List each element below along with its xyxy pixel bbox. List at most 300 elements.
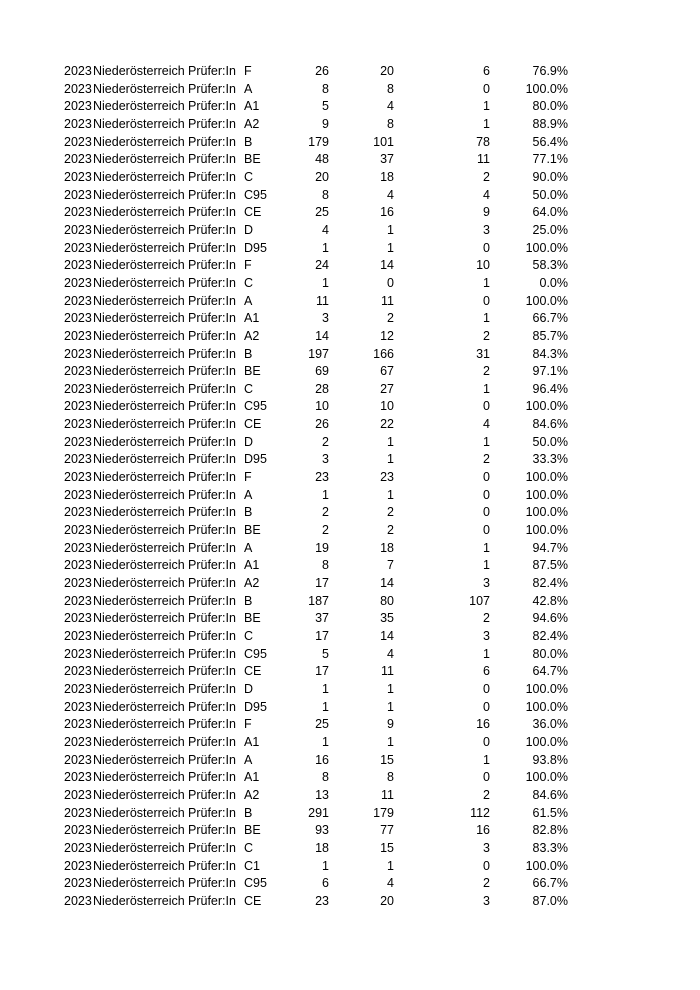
- pass-rate-cell: 82.4%: [532, 576, 568, 591]
- table-row: [0, 310, 700, 328]
- region-cell: Niederösterreich: [93, 452, 185, 467]
- table-row: [0, 646, 700, 664]
- year-cell: 2023: [64, 787, 92, 802]
- table-row: [0, 204, 700, 222]
- failed-count-cell: 0: [483, 487, 490, 502]
- year-cell: 2023: [64, 258, 92, 273]
- table-row: [0, 805, 700, 823]
- region-cell: Niederösterreich: [93, 381, 185, 396]
- role-cell: Prüfer:In: [188, 328, 236, 343]
- total-count-cell: 1: [322, 699, 329, 714]
- pass-rate-cell: 64.0%: [532, 205, 568, 220]
- year-cell: 2023: [64, 840, 92, 855]
- license-class-cell: C: [244, 275, 254, 290]
- total-count-cell: 1: [322, 681, 329, 696]
- pass-rate-cell: 80.0%: [532, 99, 568, 114]
- license-class-cell: F: [244, 258, 252, 273]
- table-row: [0, 451, 700, 469]
- failed-count-cell: 3: [483, 576, 490, 591]
- total-count-cell: 1: [322, 858, 329, 873]
- region-cell: Niederösterreich: [93, 328, 185, 343]
- passed-count-cell: 10: [380, 399, 394, 414]
- table-row: [0, 469, 700, 487]
- license-class-cell: A: [244, 540, 253, 555]
- pass-rate-cell: 100.0%: [525, 770, 568, 785]
- total-count-cell: 25: [315, 205, 329, 220]
- failed-count-cell: 1: [483, 558, 490, 573]
- region-cell: Niederösterreich: [93, 593, 185, 608]
- role-cell: Prüfer:In: [188, 576, 236, 591]
- pass-rate-cell: 90.0%: [532, 169, 568, 184]
- failed-count-cell: 1: [483, 116, 490, 131]
- table-row: [0, 293, 700, 311]
- role-cell: Prüfer:In: [188, 805, 236, 820]
- role-cell: Prüfer:In: [188, 717, 236, 732]
- role-cell: Prüfer:In: [188, 505, 236, 520]
- pass-rate-cell: 66.7%: [532, 311, 568, 326]
- passed-count-cell: 14: [380, 258, 394, 273]
- region-cell: Niederösterreich: [93, 770, 185, 785]
- year-cell: 2023: [64, 770, 92, 785]
- license-class-cell: D95: [244, 699, 267, 714]
- region-cell: Niederösterreich: [93, 752, 185, 767]
- year-cell: 2023: [64, 576, 92, 591]
- failed-count-cell: 16: [476, 823, 490, 838]
- total-count-cell: 8: [322, 187, 329, 202]
- region-cell: Niederösterreich: [93, 275, 185, 290]
- year-cell: 2023: [64, 823, 92, 838]
- pass-rate-cell: 100.0%: [525, 399, 568, 414]
- year-cell: 2023: [64, 222, 92, 237]
- pass-rate-cell: 50.0%: [532, 187, 568, 202]
- passed-count-cell: 1: [387, 858, 394, 873]
- license-class-cell: A1: [244, 311, 260, 326]
- failed-count-cell: 6: [483, 664, 490, 679]
- passed-count-cell: 1: [387, 452, 394, 467]
- year-cell: 2023: [64, 505, 92, 520]
- license-class-cell: C: [244, 381, 254, 396]
- pass-rate-cell: 42.8%: [532, 593, 568, 608]
- passed-count-cell: 14: [380, 629, 394, 643]
- failed-count-cell: 9: [483, 205, 490, 220]
- failed-count-cell: 1: [483, 434, 490, 449]
- failed-count-cell: 1: [483, 381, 490, 396]
- total-count-cell: 25: [315, 717, 329, 732]
- failed-count-cell: 0: [483, 681, 490, 696]
- role-cell: Prüfer:In: [188, 311, 236, 326]
- pass-rate-cell: 56.4%: [532, 134, 568, 149]
- table-row: [0, 593, 700, 611]
- table-row: [0, 63, 700, 81]
- pass-rate-cell: 96.4%: [532, 381, 568, 396]
- total-count-cell: 23: [315, 893, 329, 908]
- role-cell: Prüfer:In: [188, 611, 236, 626]
- region-cell: Niederösterreich: [93, 646, 185, 661]
- total-count-cell: 1: [322, 240, 329, 255]
- total-count-cell: 1: [322, 487, 329, 502]
- pass-rate-cell: 100.0%: [525, 487, 568, 502]
- pass-rate-cell: 77.1%: [532, 152, 568, 167]
- failed-count-cell: 4: [483, 417, 490, 432]
- region-cell: Niederösterreich: [93, 523, 185, 538]
- total-count-cell: 69: [315, 364, 329, 379]
- table-row: [0, 734, 700, 752]
- passed-count-cell: 179: [373, 805, 394, 820]
- role-cell: Prüfer:In: [188, 893, 236, 908]
- year-cell: 2023: [64, 64, 92, 78]
- failed-count-cell: 1: [483, 752, 490, 767]
- license-class-cell: C95: [244, 876, 267, 891]
- failed-count-cell: 3: [483, 840, 490, 855]
- failed-count-cell: 1: [483, 646, 490, 661]
- table-row: [0, 628, 700, 646]
- passed-count-cell: 9: [387, 717, 394, 732]
- region-cell: Niederösterreich: [93, 364, 185, 379]
- role-cell: Prüfer:In: [188, 275, 236, 290]
- table-row: [0, 893, 700, 911]
- total-count-cell: 2: [322, 434, 329, 449]
- pass-rate-cell: 80.0%: [532, 646, 568, 661]
- total-count-cell: 17: [315, 576, 329, 591]
- role-cell: Prüfer:In: [188, 770, 236, 785]
- license-class-cell: C: [244, 169, 254, 184]
- failed-count-cell: 1: [483, 99, 490, 114]
- total-count-cell: 16: [315, 752, 329, 767]
- total-count-cell: 2: [322, 523, 329, 538]
- role-cell: Prüfer:In: [188, 240, 236, 255]
- region-cell: Niederösterreich: [93, 434, 185, 449]
- license-class-cell: A2: [244, 328, 260, 343]
- passed-count-cell: 166: [373, 346, 394, 361]
- table-row: [0, 257, 700, 275]
- table-row: [0, 328, 700, 346]
- passed-count-cell: 20: [380, 64, 394, 78]
- pass-rate-cell: 50.0%: [532, 434, 568, 449]
- role-cell: Prüfer:In: [188, 434, 236, 449]
- total-count-cell: 37: [315, 611, 329, 626]
- total-count-cell: 17: [315, 664, 329, 679]
- license-class-cell: A: [244, 81, 253, 96]
- total-count-cell: 8: [322, 81, 329, 96]
- table-row: [0, 434, 700, 452]
- license-class-cell: D95: [244, 452, 267, 467]
- passed-count-cell: 4: [387, 876, 394, 891]
- total-count-cell: 5: [322, 646, 329, 661]
- pass-rate-cell: 100.0%: [525, 699, 568, 714]
- pass-rate-cell: 100.0%: [525, 240, 568, 255]
- region-cell: Niederösterreich: [93, 805, 185, 820]
- failed-count-cell: 2: [483, 611, 490, 626]
- region-cell: Niederösterreich: [93, 717, 185, 732]
- region-cell: Niederösterreich: [93, 205, 185, 220]
- passed-count-cell: 2: [387, 505, 394, 520]
- year-cell: 2023: [64, 629, 92, 643]
- table-row: [0, 81, 700, 99]
- passed-count-cell: 1: [387, 681, 394, 696]
- total-count-cell: 10: [315, 399, 329, 414]
- table-row: [0, 769, 700, 787]
- total-count-cell: 93: [315, 823, 329, 838]
- region-cell: Niederösterreich: [93, 576, 185, 591]
- pass-rate-cell: 88.9%: [532, 116, 568, 131]
- pass-rate-cell: 84.3%: [532, 346, 568, 361]
- table-row: [0, 504, 700, 522]
- passed-count-cell: 20: [380, 893, 394, 908]
- passed-count-cell: 18: [380, 540, 394, 555]
- total-count-cell: 14: [315, 328, 329, 343]
- license-class-cell: C95: [244, 187, 267, 202]
- region-cell: Niederösterreich: [93, 540, 185, 555]
- passed-count-cell: 11: [381, 664, 394, 679]
- table-row: [0, 822, 700, 840]
- region-cell: Niederösterreich: [93, 823, 185, 838]
- failed-count-cell: 3: [483, 893, 490, 908]
- passed-count-cell: 77: [380, 823, 394, 838]
- year-cell: 2023: [64, 434, 92, 449]
- license-class-cell: A1: [244, 558, 260, 573]
- table-row: [0, 540, 700, 558]
- total-count-cell: 1: [322, 734, 329, 749]
- region-cell: Niederösterreich: [93, 346, 185, 361]
- passed-count-cell: 7: [387, 558, 394, 573]
- role-cell: Prüfer:In: [188, 540, 236, 555]
- year-cell: 2023: [64, 205, 92, 220]
- passed-count-cell: 1: [387, 222, 394, 237]
- license-class-cell: BE: [244, 364, 261, 379]
- role-cell: Prüfer:In: [188, 81, 236, 96]
- region-cell: Niederösterreich: [93, 699, 185, 714]
- year-cell: 2023: [64, 452, 92, 467]
- year-cell: 2023: [64, 187, 92, 202]
- role-cell: Prüfer:In: [188, 99, 236, 114]
- role-cell: Prüfer:In: [188, 346, 236, 361]
- pass-rate-cell: 82.8%: [532, 823, 568, 838]
- failed-count-cell: 2: [483, 364, 490, 379]
- region-cell: Niederösterreich: [93, 487, 185, 502]
- failed-count-cell: 0: [483, 293, 490, 308]
- role-cell: Prüfer:In: [188, 629, 236, 643]
- passed-count-cell: 8: [387, 770, 394, 785]
- total-count-cell: 13: [315, 787, 329, 802]
- role-cell: Prüfer:In: [188, 364, 236, 379]
- region-cell: Niederösterreich: [93, 81, 185, 96]
- license-class-cell: A: [244, 487, 253, 502]
- total-count-cell: 11: [316, 293, 329, 308]
- pass-rate-cell: 84.6%: [532, 417, 568, 432]
- pass-rate-cell: 61.5%: [532, 805, 568, 820]
- role-cell: Prüfer:In: [188, 523, 236, 538]
- table-row: [0, 681, 700, 699]
- passed-count-cell: 0: [387, 275, 394, 290]
- pass-rate-cell: 0.0%: [539, 275, 568, 290]
- failed-count-cell: 2: [483, 328, 490, 343]
- year-cell: 2023: [64, 346, 92, 361]
- passed-count-cell: 4: [387, 646, 394, 661]
- license-class-cell: F: [244, 470, 252, 485]
- pass-rate-cell: 100.0%: [525, 523, 568, 538]
- role-cell: Prüfer:In: [188, 222, 236, 237]
- role-cell: Prüfer:In: [188, 452, 236, 467]
- year-cell: 2023: [64, 152, 92, 167]
- year-cell: 2023: [64, 805, 92, 820]
- region-cell: Niederösterreich: [93, 734, 185, 749]
- year-cell: 2023: [64, 664, 92, 679]
- region-cell: Niederösterreich: [93, 417, 185, 432]
- role-cell: Prüfer:In: [188, 487, 236, 502]
- passed-count-cell: 1: [387, 699, 394, 714]
- failed-count-cell: 6: [483, 64, 490, 78]
- table-row: [0, 716, 700, 734]
- pass-rate-cell: 58.3%: [532, 258, 568, 273]
- year-cell: 2023: [64, 364, 92, 379]
- passed-count-cell: 22: [380, 417, 394, 432]
- failed-count-cell: 0: [483, 505, 490, 520]
- license-class-cell: C95: [244, 399, 267, 414]
- role-cell: Prüfer:In: [188, 823, 236, 838]
- table-row: [0, 557, 700, 575]
- role-cell: Prüfer:In: [188, 417, 236, 432]
- region-cell: Niederösterreich: [93, 893, 185, 908]
- year-cell: 2023: [64, 558, 92, 573]
- pass-rate-cell: 85.7%: [532, 328, 568, 343]
- passed-count-cell: 27: [380, 381, 394, 396]
- license-class-cell: F: [244, 64, 252, 78]
- passed-count-cell: 37: [380, 152, 394, 167]
- passed-count-cell: 8: [387, 116, 394, 131]
- year-cell: 2023: [64, 81, 92, 96]
- total-count-cell: 48: [315, 152, 329, 167]
- region-cell: Niederösterreich: [93, 470, 185, 485]
- pass-rate-cell: 64.7%: [532, 664, 568, 679]
- region-cell: Niederösterreich: [93, 64, 185, 78]
- table-row: [0, 398, 700, 416]
- license-class-cell: C: [244, 629, 254, 643]
- pass-rate-cell: 82.4%: [532, 629, 568, 643]
- region-cell: Niederösterreich: [93, 787, 185, 802]
- table-row: [0, 169, 700, 187]
- failed-count-cell: 107: [469, 593, 490, 608]
- table-row: [0, 610, 700, 628]
- license-class-cell: B: [244, 134, 253, 149]
- pass-rate-cell: 76.9%: [532, 64, 568, 78]
- role-cell: Prüfer:In: [188, 664, 236, 679]
- role-cell: Prüfer:In: [188, 734, 236, 749]
- total-count-cell: 1: [322, 275, 329, 290]
- region-cell: Niederösterreich: [93, 258, 185, 273]
- failed-count-cell: 2: [483, 787, 490, 802]
- year-cell: 2023: [64, 699, 92, 714]
- year-cell: 2023: [64, 99, 92, 114]
- license-class-cell: A2: [244, 116, 260, 131]
- pass-rate-cell: 87.0%: [532, 893, 568, 908]
- role-cell: Prüfer:In: [188, 152, 236, 167]
- passed-count-cell: 4: [387, 187, 394, 202]
- license-class-cell: BE: [244, 152, 261, 167]
- total-count-cell: 2: [322, 505, 329, 520]
- failed-count-cell: 3: [483, 222, 490, 237]
- table-row: [0, 752, 700, 770]
- license-class-cell: C1: [244, 858, 260, 873]
- role-cell: Prüfer:In: [188, 593, 236, 608]
- year-cell: 2023: [64, 681, 92, 696]
- failed-count-cell: 11: [477, 152, 490, 167]
- pass-rate-cell: 100.0%: [525, 293, 568, 308]
- failed-count-cell: 10: [476, 258, 490, 273]
- total-count-cell: 8: [322, 770, 329, 785]
- year-cell: 2023: [64, 417, 92, 432]
- year-cell: 2023: [64, 381, 92, 396]
- pass-rate-cell: 94.7%: [532, 540, 568, 555]
- license-class-cell: BE: [244, 523, 261, 538]
- role-cell: Prüfer:In: [188, 205, 236, 220]
- license-class-cell: A2: [244, 787, 260, 802]
- license-class-cell: A: [244, 752, 253, 767]
- table-row: [0, 416, 700, 434]
- region-cell: Niederösterreich: [93, 858, 185, 873]
- total-count-cell: 291: [308, 805, 329, 820]
- failed-count-cell: 2: [483, 452, 490, 467]
- passed-count-cell: 8: [387, 81, 394, 96]
- failed-count-cell: 1: [483, 275, 490, 290]
- passed-count-cell: 11: [381, 787, 394, 802]
- region-cell: Niederösterreich: [93, 399, 185, 414]
- failed-count-cell: 0: [483, 81, 490, 96]
- role-cell: Prüfer:In: [188, 64, 236, 78]
- year-cell: 2023: [64, 523, 92, 538]
- passed-count-cell: 11: [381, 293, 394, 308]
- region-cell: Niederösterreich: [93, 99, 185, 114]
- license-class-cell: CE: [244, 664, 262, 679]
- region-cell: Niederösterreich: [93, 611, 185, 626]
- table-row: [0, 222, 700, 240]
- total-count-cell: 9: [322, 116, 329, 131]
- pass-rate-cell: 100.0%: [525, 505, 568, 520]
- license-class-cell: D: [244, 434, 254, 449]
- license-class-cell: BE: [244, 611, 261, 626]
- license-class-cell: CE: [244, 417, 262, 432]
- license-class-cell: A2: [244, 576, 260, 591]
- failed-count-cell: 0: [483, 470, 490, 485]
- passed-count-cell: 1: [387, 734, 394, 749]
- passed-count-cell: 35: [380, 611, 394, 626]
- role-cell: Prüfer:In: [188, 116, 236, 131]
- license-class-cell: C95: [244, 646, 267, 661]
- year-cell: 2023: [64, 858, 92, 873]
- region-cell: Niederösterreich: [93, 169, 185, 184]
- passed-count-cell: 1: [387, 240, 394, 255]
- role-cell: Prüfer:In: [188, 876, 236, 891]
- license-class-cell: CE: [244, 893, 262, 908]
- table-row: [0, 151, 700, 169]
- year-cell: 2023: [64, 293, 92, 308]
- failed-count-cell: 0: [483, 240, 490, 255]
- region-cell: Niederösterreich: [93, 293, 185, 308]
- year-cell: 2023: [64, 593, 92, 608]
- failed-count-cell: 0: [483, 770, 490, 785]
- region-cell: Niederösterreich: [93, 505, 185, 520]
- table-row: [0, 98, 700, 116]
- table-row: [0, 187, 700, 205]
- passed-count-cell: 4: [387, 99, 394, 114]
- pass-rate-cell: 97.1%: [532, 364, 568, 379]
- pass-rate-cell: 84.6%: [532, 787, 568, 802]
- license-class-cell: C: [244, 840, 254, 855]
- region-cell: Niederösterreich: [93, 681, 185, 696]
- year-cell: 2023: [64, 240, 92, 255]
- table-row: [0, 363, 700, 381]
- license-class-cell: D: [244, 681, 254, 696]
- role-cell: Prüfer:In: [188, 134, 236, 149]
